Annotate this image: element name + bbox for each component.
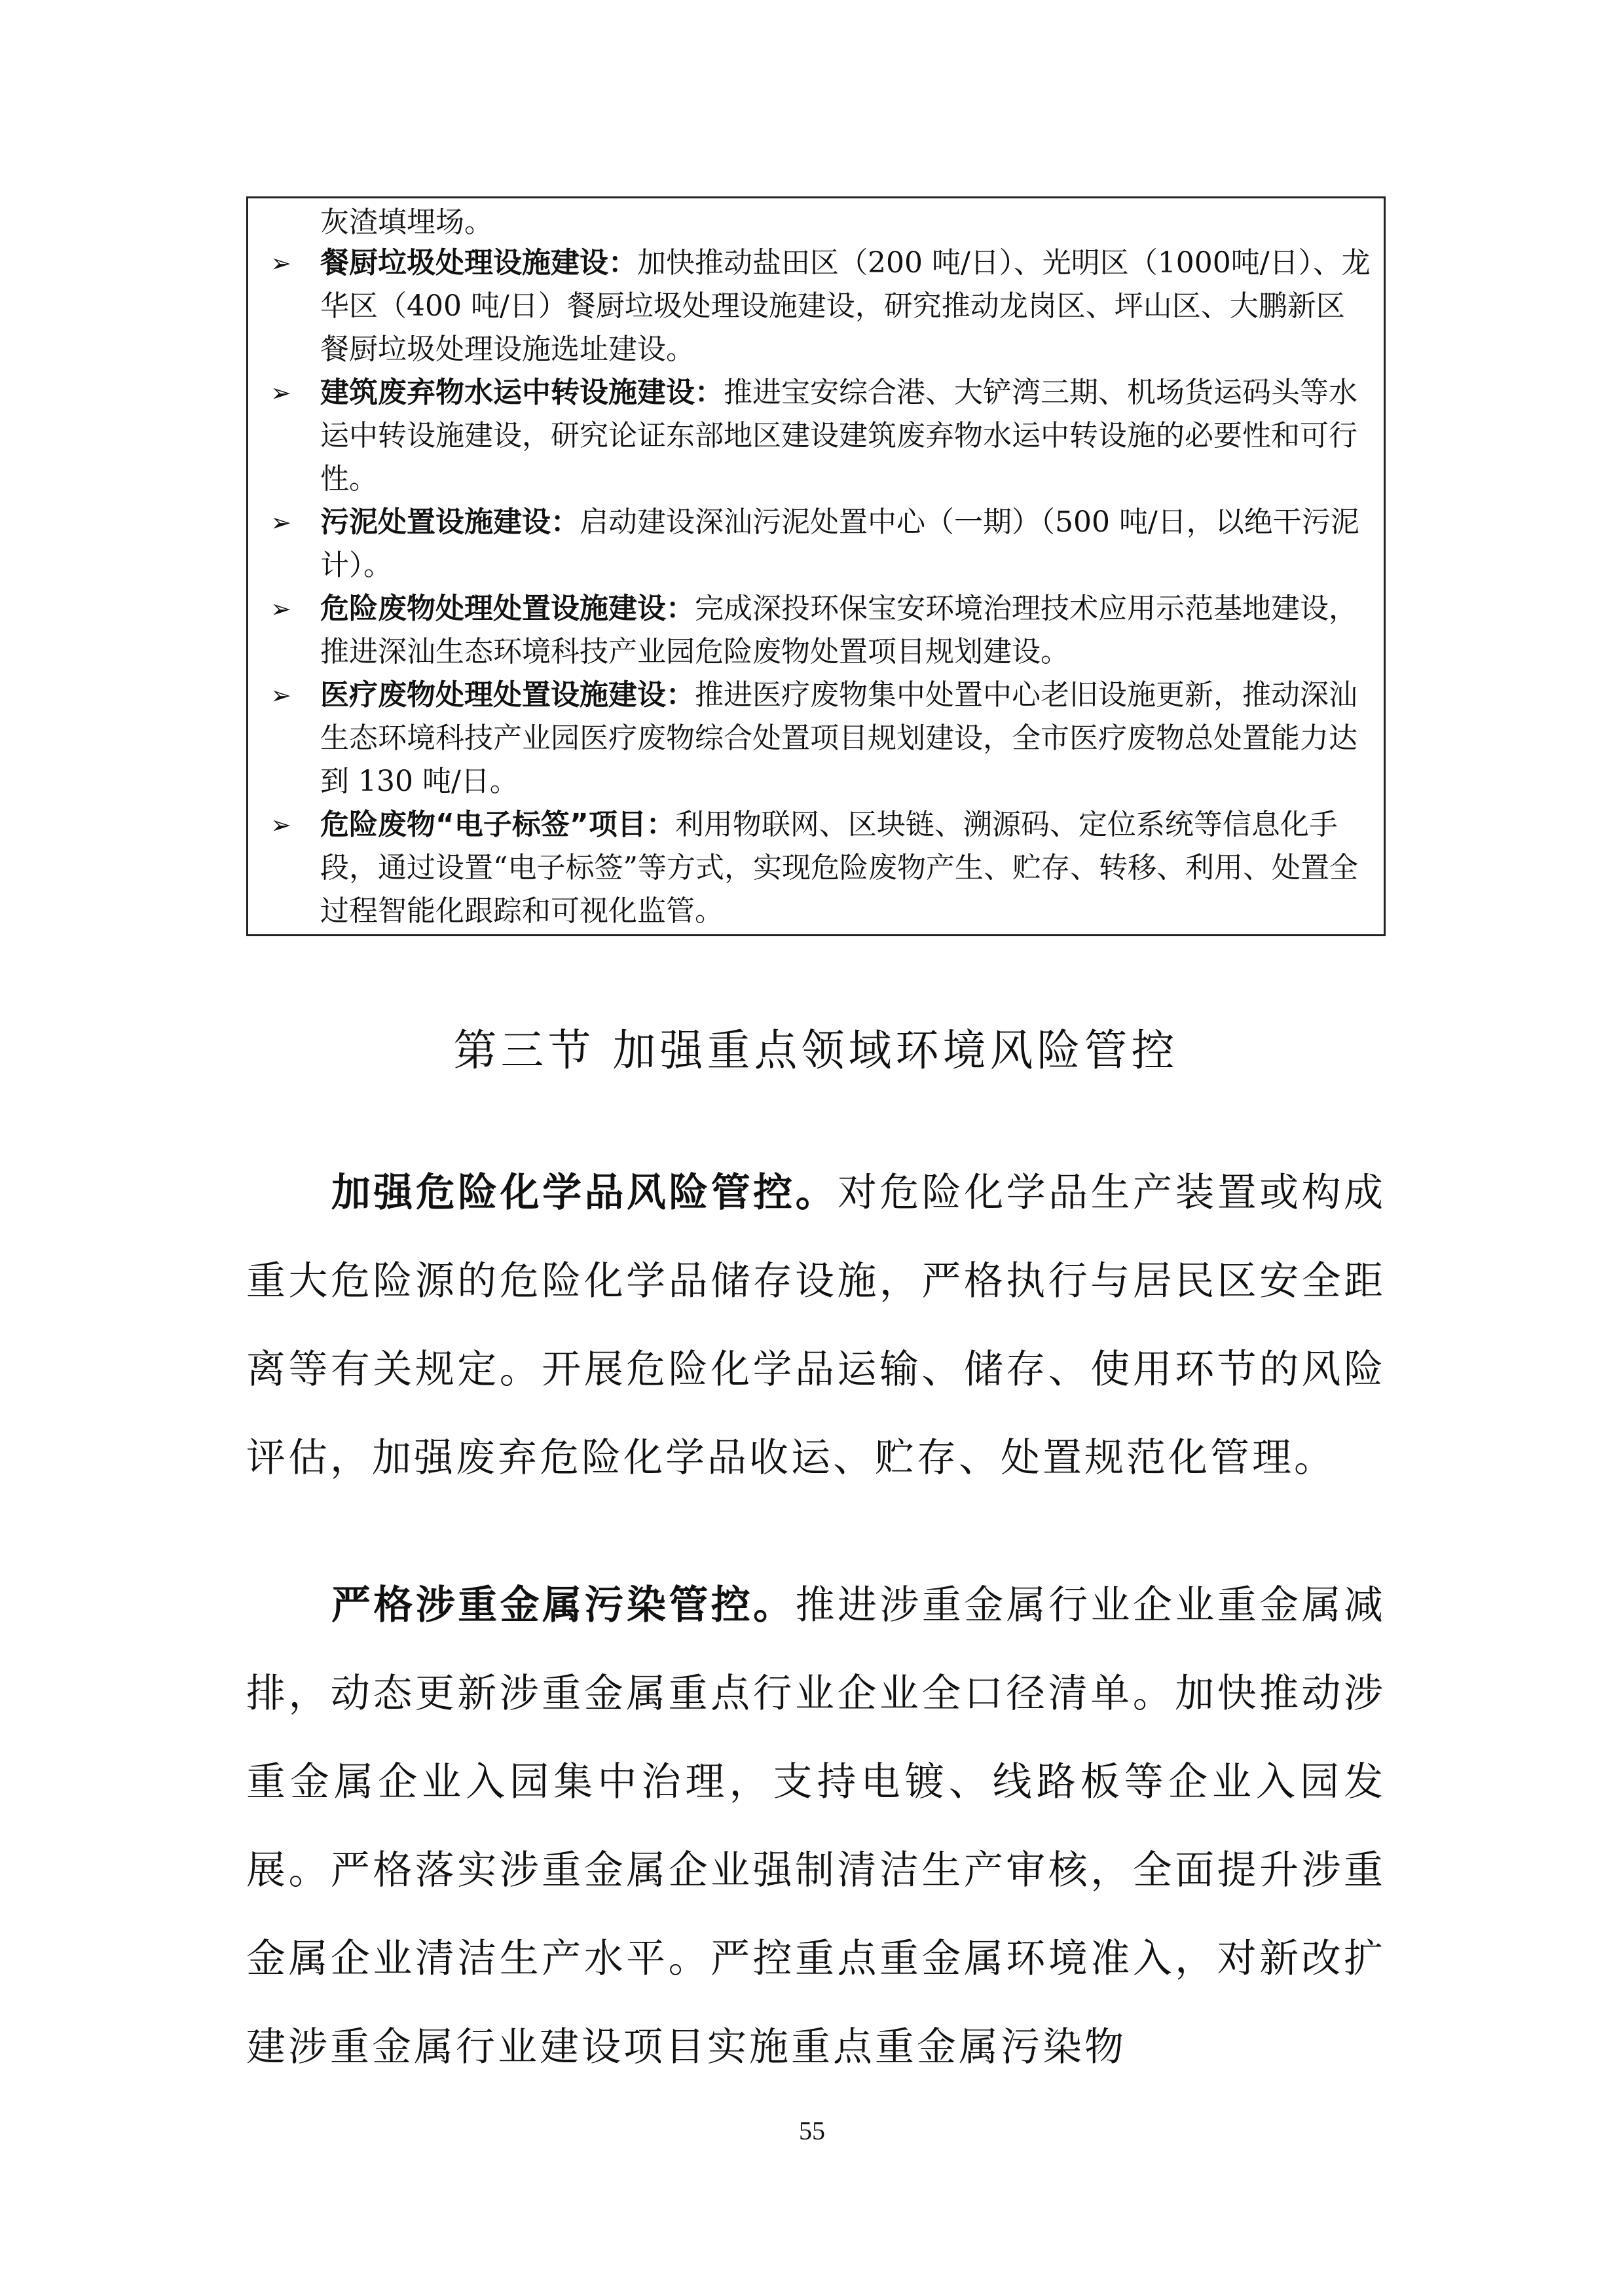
list-item xyxy=(248,587,1384,674)
list-item xyxy=(248,803,1384,933)
arrow-bullet-icon: ➢ xyxy=(270,508,291,537)
paragraph-text: 对危险化学品生产装置或构成重大危险源的危险化学品储存设施，严格执行与居民区安全距离等有关规定。开展危险化学品运输、储存、使用环节的风险评估，加强废弃危险化学品收运、贮存、处置规范化管理。 xyxy=(246,1170,1386,1481)
arrow-bullet-icon: ➢ xyxy=(270,249,291,278)
arrow-bullet-icon: ➢ xyxy=(270,681,291,710)
item-text: 推进医疗废物集中处置中心老旧设施更新，推动深汕生态环境科技产业园医疗废物综合处置项目规划建设，全市医疗废物总处置能力达到 130 吨/日。 xyxy=(320,678,1357,798)
page-number: 55 xyxy=(799,2116,825,2145)
item-term: 污泥处置设施建设： xyxy=(320,505,580,539)
item-term: 医疗废物处理处置设施建设： xyxy=(320,678,695,712)
item-text: 启动建设深汕污泥处置中心（一期）（500 吨/日，以绝干污泥计）。 xyxy=(320,505,1359,582)
project-list-box xyxy=(246,196,1386,936)
paragraph-hazardous-chemicals xyxy=(246,1149,1386,1503)
section-title: 第三节 加强重点领域环境风险管控 xyxy=(453,1025,1179,1076)
item-term: 餐厨垃圾处理设施建设： xyxy=(320,246,637,280)
arrow-bullet-icon: ➢ xyxy=(270,594,291,623)
item-term: 建筑废弃物水运中转设施建设： xyxy=(320,376,724,409)
continued-text: 灰渣填埋场。 xyxy=(320,206,493,239)
list-item xyxy=(248,501,1384,587)
paragraph-lead: 严格涉重金属污染管控。 xyxy=(331,1582,796,1628)
list-item xyxy=(248,371,1384,501)
item-text: 完成深投环保宝安环境治理技术应用示范基地建设，推进深汕生态环境科技产业园危险废物处置项目规划建设。 xyxy=(320,592,1357,668)
item-text: 加快推动盐田区（200 吨/日）、光明区（1000吨/日）、龙华区（400 吨/日）餐厨垃圾处理设施建设，研究推动龙岗区、坪山区、大鹏新区餐厨垃圾处理设施选址建设。 xyxy=(320,246,1371,366)
arrow-bullet-icon: ➢ xyxy=(270,378,291,407)
item-text: 推进宝安综合港、大铲湾三期、机场货运码头等水运中转设施建设，研究论证东部地区建设建筑废弃物水运中转设施的必要性和可行性。 xyxy=(320,376,1357,496)
item-term: 危险废物处理处置设施建设： xyxy=(320,592,695,625)
list-item xyxy=(248,674,1384,803)
item-term: 危险废物“电子标签”项目： xyxy=(320,808,675,841)
item-text: 利用物联网、区块链、溯源码、定位系统等信息化手段，通过设置“电子标签”等方式，实现危险废物产生、贮存、转移、利用、处置全过程智能化跟踪和可视化监管。 xyxy=(320,808,1358,928)
list-item xyxy=(248,242,1384,371)
arrow-bullet-icon: ➢ xyxy=(270,811,291,839)
paragraph-text: 推进涉重金属行业企业重金属减排，动态更新涉重金属重点行业企业全口径清单。加快推动涉重金属企业入园集中治理，支持电镀、线路板等企业入园发展。严格落实涉重金属企业强制清洁生产审核，全面提升涉重金属企业清洁生产水平。严控重点重金属环境准入，对新改扩建涉重金属行业建设项目实施重点重金属污染物 xyxy=(246,1582,1386,2070)
paragraph-heavy-metals xyxy=(246,1561,1386,2092)
bullet-list xyxy=(248,242,1384,933)
paragraph-lead: 加强危险化学品风险管控。 xyxy=(331,1170,838,1216)
